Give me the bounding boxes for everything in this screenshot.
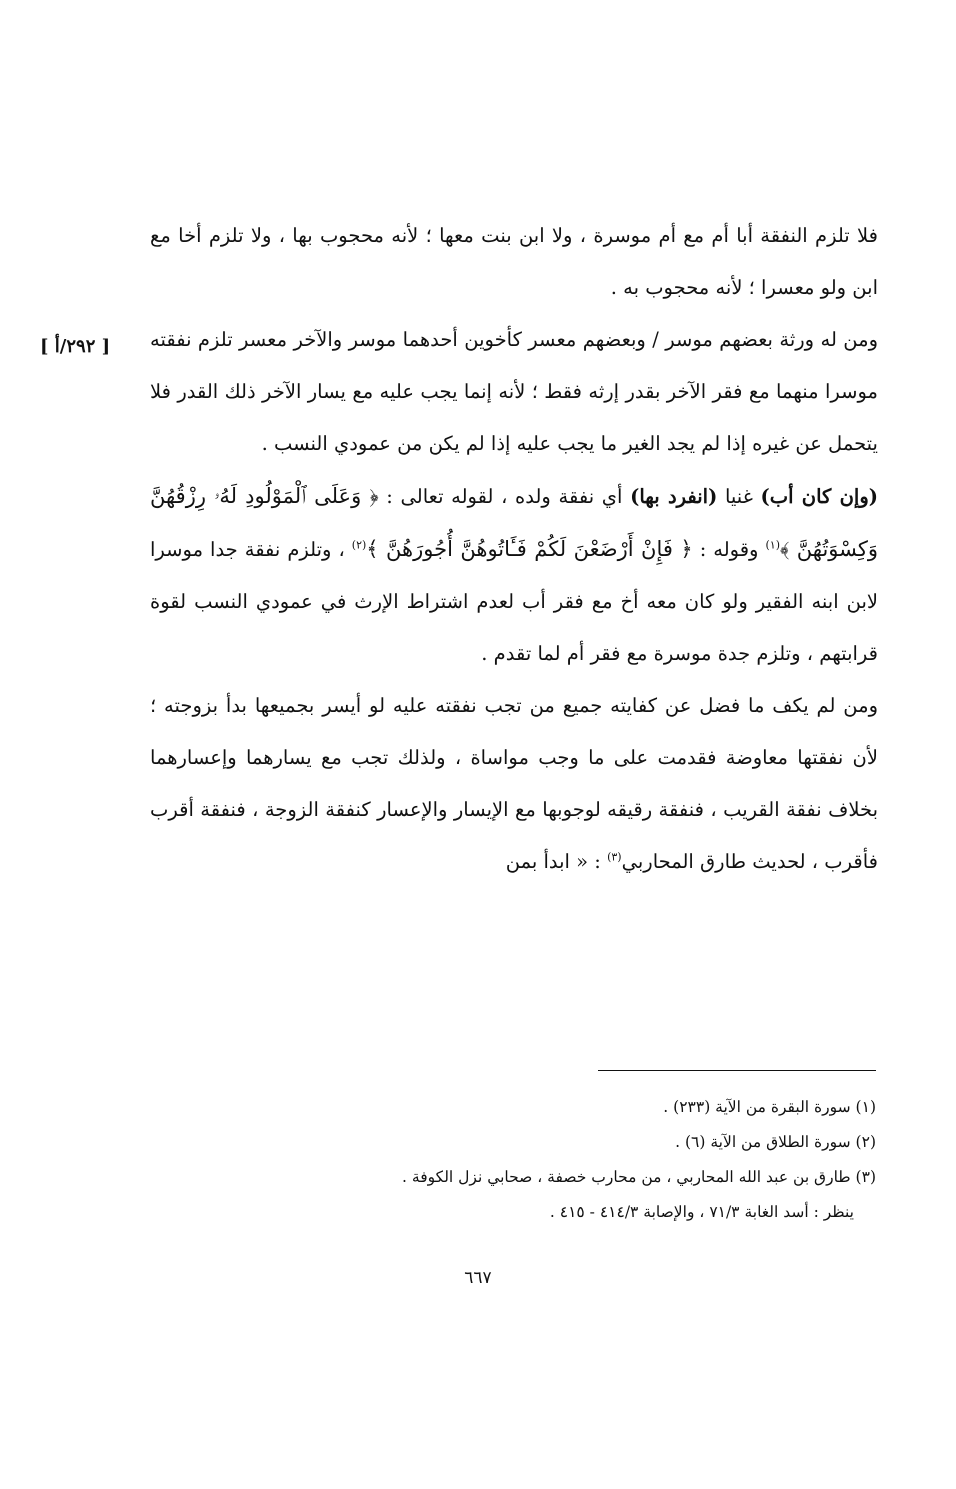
- paragraph-1: فلا تلزم النفقة أبا أم مع أم موسرة ، ولا ابن بنت معها ؛ لأنه محجوب بها ، ولا تلزم أخا مع ابن ولو معسرا ؛ لأنه محجوب به .: [150, 224, 878, 299]
- commentary-text: : « ابدأ بمن: [505, 850, 608, 873]
- footnote-ref-2: (٢): [351, 538, 367, 552]
- main-text: [150, 210, 878, 888]
- footnote-ref-1: (١): [765, 538, 780, 552]
- page-number: ٦٦٧: [464, 1268, 492, 1288]
- margin-folio-reference: [ ٢٩٢/أ ]: [40, 336, 111, 357]
- footnote-2: (٢) سورة الطلاق من الآية (٦) .: [675, 1133, 876, 1151]
- commentary-text: غنيا: [717, 485, 761, 508]
- commentary-text: وقوله :: [692, 538, 766, 561]
- paragraph-4: [150, 680, 878, 888]
- footnote-3-sources: ينظر : أسد الغابة ٧١/٣ ، والإصابة ٤١٤/٣ - ٤١٥ .: [549, 1203, 854, 1221]
- matn-phrase-1: (وإن كان أب): [760, 485, 878, 508]
- footnote-ref-3: (٣): [607, 850, 622, 864]
- quran-verse-1: ﴿ وَعَلَى ٱلْمَوْلُودِ لَهُۥ رِزْقُهُنَّ وَكِسْوَتُهُنَّ ﴾: [150, 484, 879, 561]
- paragraph-2: ومن له ورثة بعضهم موسر / وبعضهم معسر كأخوين أحدهما موسر والآخر معسر تلزم نفقته موسرا منهما مع فقر الآخر بقدر إرثه فقط ؛ لأنه إنما يجب عليه مع يسار الآخر ذلك القدر فلا يتحمل عن غيره إذا لم يجد الغير ما يجب عليه إذا لم يكن من عمودي النسب .: [150, 328, 878, 455]
- footnote-3: (٣) طارق بن عبد الله المحاربي ، من محارب خصفة ، صحابي نزل الكوفة .: [402, 1168, 876, 1186]
- paragraph-3: [150, 470, 878, 680]
- quran-verse-2: ﴿ فَإِنْ أَرْضَعْنَ لَكُمْ فَـَٔاتُوهُنَّ أُجُورَهُنَّ ﴾: [366, 537, 693, 561]
- commentary-text: أي نفقة ولده ، لقوله تعالى :: [378, 485, 631, 508]
- commentary-text: ومن لم يكف ما فضل عن كفايته جميع من تجب نفقته عليه لو أيسر بجميعها بدأ بزوجته ؛ لأن نفقتها معاوضة فقدمت على ما وجب مواساة ، ولذلك تجب مع يسارهما وإعسارهما بخلاف نفقة القريب ، فنفقة رقيقه لوجوبها مع الإيسار والإعسار كنفقة الزوجة ، فنفقة أقرب فأقرب ، لحديث طارق المحاربي: [150, 694, 878, 873]
- footnotes: [150, 1090, 876, 1230]
- commentary-text: ، وتلزم نفقة جدا موسرا لابن ابنه الفقير ولو كان معه أخ مع فقر أب لعدم اشتراط الإرث في عمودي النسب لقوة قرابتهم ، وتلزم جدة موسرة مع فقر أم لما تقدم .: [150, 538, 878, 665]
- matn-phrase-2: (انفرد بها): [630, 485, 718, 508]
- footnote-1: (١) سورة البقرة من الآية (٢٣٣) .: [663, 1098, 876, 1116]
- footnote-separator: [598, 1070, 876, 1071]
